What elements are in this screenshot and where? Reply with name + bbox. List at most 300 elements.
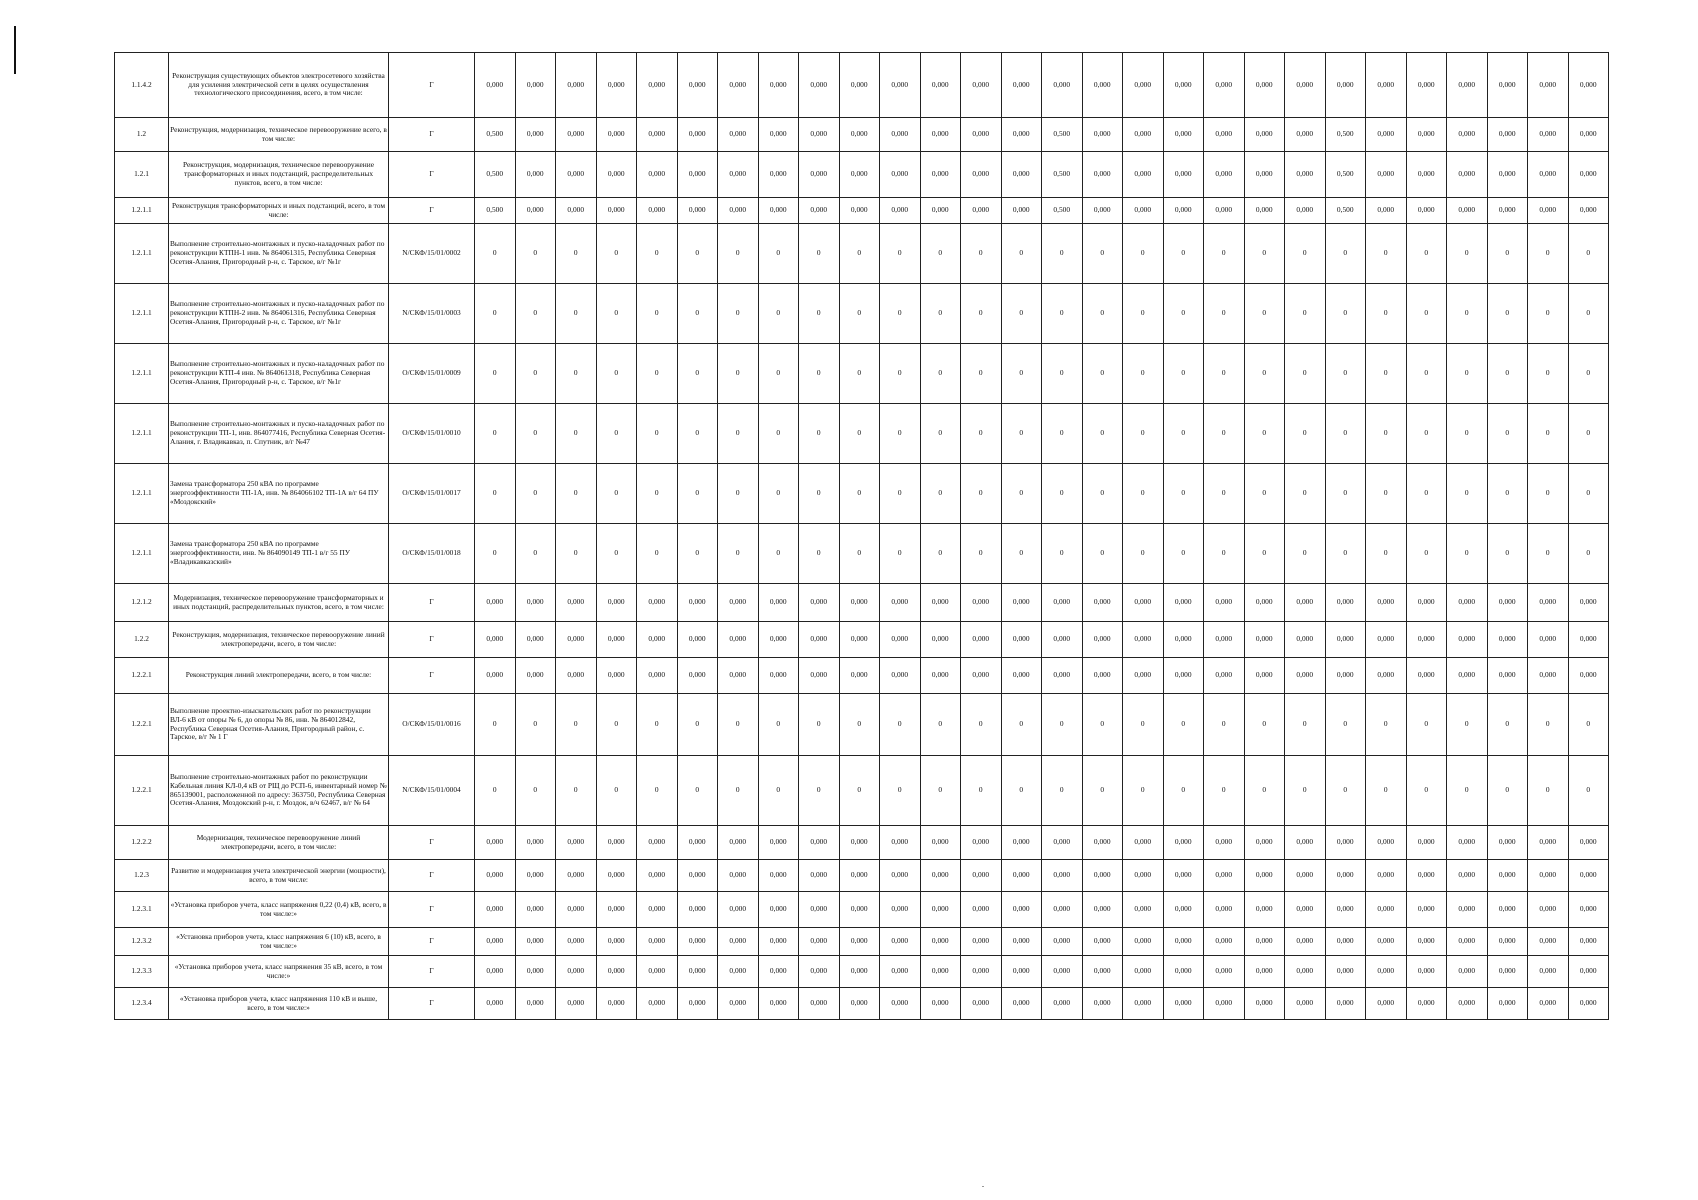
value-cell: 0,000 [1285,584,1326,622]
value-cell: 0 [1285,464,1326,524]
value-cell: 0,000 [1123,860,1164,892]
value-cell: 0,000 [637,956,678,988]
value-cell: 0 [1528,464,1569,524]
scan-margin-mark [14,26,16,74]
value-cell: 0,000 [1285,860,1326,892]
value-cell: 0,000 [758,658,799,694]
value-cell: 0 [1447,344,1488,404]
value-cell: 0,000 [1163,622,1204,658]
value-cell: 0 [1244,224,1285,284]
table-row [115,524,1609,584]
value-cell: 0,000 [1528,956,1569,988]
value-cell: 0 [596,404,637,464]
value-cell: 0 [1447,694,1488,756]
value-cell: 0,000 [718,826,759,860]
value-cell: 0 [1528,756,1569,826]
table-row [115,956,1609,988]
value-cell: 0,000 [1406,658,1447,694]
value-cell: 0,000 [961,988,1002,1020]
value-cell: 0 [1366,344,1407,404]
value-cell: 0,000 [1285,118,1326,152]
value-cell: 0,000 [637,622,678,658]
table-row [115,224,1609,284]
value-cell: 0,000 [515,118,556,152]
value-cell: 0,000 [718,53,759,118]
value-cell: 0,000 [1447,860,1488,892]
value-cell: 0 [596,464,637,524]
value-cell: 0 [1325,524,1366,584]
value-cell: 0 [1285,694,1326,756]
value-cell: 0,000 [1366,826,1407,860]
value-cell: 0,000 [758,53,799,118]
value-cell: 0 [1285,224,1326,284]
value-cell: 0 [1325,404,1366,464]
value-cell: 0 [556,224,597,284]
value-cell: 0,000 [1285,622,1326,658]
value-cell: 0 [1204,404,1245,464]
value-cell: 0,000 [1042,956,1083,988]
row-code: 1.2.1.1 [115,224,169,284]
row-identifier: Г [389,584,475,622]
value-cell: 0,000 [1123,956,1164,988]
value-cell: 0 [839,404,880,464]
value-cell: 0,000 [1366,892,1407,928]
value-cell: 0,000 [799,622,840,658]
value-cell: 0,000 [1366,53,1407,118]
value-cell: 0 [637,344,678,404]
value-cell: 0,000 [1001,928,1042,956]
value-cell: 0,000 [799,892,840,928]
value-cell: 0,000 [1001,860,1042,892]
value-cell: 0 [556,756,597,826]
value-cell: 0,000 [515,928,556,956]
value-cell: 0 [961,344,1002,404]
value-cell: 0 [637,284,678,344]
value-cell: 0 [1325,284,1366,344]
value-cell: 0,000 [799,988,840,1020]
value-cell: 0 [1406,756,1447,826]
value-cell: 0 [758,404,799,464]
row-name: Выполнение строительно-монтажных и пуско-наладочных работ по реконструкции КТПН-1 инв. № 864061315, Республика Северная Осетия-Алания, Пригородный р-н, с. Тарское, в/г №1г [169,224,389,284]
value-cell: 0 [1325,464,1366,524]
row-name: Замена трансформатора 250 кВА по программе энергоэффективности, инв. № 864090149 ТП-1 в/г 55 ПУ «Владикавказский» [169,524,389,584]
value-cell: 0,000 [1528,198,1569,224]
value-cell: 0 [1001,756,1042,826]
row-code: 1.2.2.2 [115,826,169,860]
value-cell: 0 [1042,756,1083,826]
value-cell: 0,000 [1042,826,1083,860]
row-code: 1.2.1.2 [115,584,169,622]
value-cell: 0,000 [799,658,840,694]
value-cell: 0,000 [677,860,718,892]
row-code: 1.2.3.1 [115,892,169,928]
value-cell: 0 [758,224,799,284]
value-cell: 0 [515,224,556,284]
value-cell: 0,000 [920,53,961,118]
value-cell: 0,000 [1568,956,1609,988]
value-cell: 0 [1406,694,1447,756]
value-cell: 0,000 [1163,118,1204,152]
value-cell: 0,000 [1204,53,1245,118]
value-cell: 0,000 [1163,658,1204,694]
value-cell: 0 [1285,344,1326,404]
value-cell: 0,000 [839,53,880,118]
value-cell: 0,000 [677,988,718,1020]
value-cell: 0,000 [758,152,799,198]
value-cell: 0,000 [1528,53,1569,118]
value-cell: 0,000 [1528,860,1569,892]
value-cell: 0 [475,756,516,826]
value-cell: 0 [1487,284,1528,344]
value-cell: 0 [1568,404,1609,464]
value-cell: 0 [1123,524,1164,584]
row-identifier: N/СКФ/15/01/0003 [389,284,475,344]
value-cell: 0 [637,224,678,284]
value-cell: 0 [1406,344,1447,404]
value-cell: 0,000 [1001,53,1042,118]
value-cell: 0,000 [556,622,597,658]
value-cell: 0 [1163,224,1204,284]
row-identifier: Г [389,956,475,988]
value-cell: 0,000 [677,928,718,956]
row-identifier: Г [389,152,475,198]
value-cell: 0,000 [556,53,597,118]
value-cell: 0,000 [880,622,921,658]
value-cell: 0 [1244,524,1285,584]
value-cell: 0,000 [1123,988,1164,1020]
value-cell: 0 [1366,524,1407,584]
value-cell: 0,000 [961,53,1002,118]
value-cell: 0 [758,284,799,344]
table-row [115,464,1609,524]
value-cell: 0,000 [920,118,961,152]
value-cell: 0 [1042,344,1083,404]
value-cell: 0 [475,404,516,464]
value-cell: 0,000 [1325,988,1366,1020]
value-cell: 0 [880,344,921,404]
row-code: 1.1.4.2 [115,53,169,118]
value-cell: 0,000 [1123,53,1164,118]
value-cell: 0 [1447,224,1488,284]
value-cell: 0,000 [758,988,799,1020]
value-cell: 0,000 [718,198,759,224]
value-cell: 0,000 [596,152,637,198]
value-cell: 0 [475,524,516,584]
value-cell: 0,000 [1244,584,1285,622]
value-cell: 0,000 [1406,860,1447,892]
value-cell: 0,500 [1325,198,1366,224]
value-cell: 0,000 [961,584,1002,622]
table-row [115,928,1609,956]
value-cell: 0,000 [1366,152,1407,198]
value-cell: 0 [718,224,759,284]
value-cell: 0,000 [1042,988,1083,1020]
table-row [115,988,1609,1020]
value-cell: 0 [718,756,759,826]
value-cell: 0,000 [515,53,556,118]
row-identifier: Г [389,928,475,956]
value-cell: 0,000 [1082,53,1123,118]
row-code: 1.2.3.4 [115,988,169,1020]
scan-dot [982,1186,984,1187]
value-cell: 0,000 [1163,892,1204,928]
table-row [115,344,1609,404]
value-cell: 0,000 [1244,988,1285,1020]
value-cell: 0,000 [920,152,961,198]
value-cell: 0 [556,284,597,344]
value-cell: 0,000 [961,826,1002,860]
value-cell: 0,000 [1285,658,1326,694]
row-identifier: O/СКФ/15/01/0016 [389,694,475,756]
value-cell: 0,000 [1487,860,1528,892]
row-name: «Установка приборов учета, класс напряжения 6 (10) кВ, всего, в том числе:» [169,928,389,956]
value-cell: 0 [556,694,597,756]
value-cell: 0 [515,524,556,584]
value-cell: 0 [1487,694,1528,756]
value-cell: 0 [556,404,597,464]
value-cell: 0,000 [1204,584,1245,622]
value-cell: 0 [1042,694,1083,756]
row-code: 1.2.1.1 [115,284,169,344]
value-cell: 0,000 [718,584,759,622]
value-cell: 0,000 [637,928,678,956]
value-cell: 0 [880,404,921,464]
value-cell: 0 [677,284,718,344]
value-cell: 0,000 [596,956,637,988]
value-cell: 0 [1447,464,1488,524]
value-cell: 0,000 [961,152,1002,198]
value-cell: 0,000 [839,622,880,658]
value-cell: 0 [1001,344,1042,404]
value-cell: 0 [799,524,840,584]
value-cell: 0,000 [1123,152,1164,198]
value-cell: 0 [1123,224,1164,284]
value-cell: 0,000 [961,860,1002,892]
value-cell: 0,000 [596,928,637,956]
row-identifier: Г [389,860,475,892]
value-cell: 0,000 [1366,622,1407,658]
table-row [115,694,1609,756]
row-name: Выполнение строительно-монтажных и пуско-наладочных работ по реконструкции КТП-4 инв. № 864061318, Республика Северная Осетия-Алания, Пригородный р-н, с. Тарское, в/г №1г [169,344,389,404]
investment-program-table [114,52,1609,1020]
value-cell: 0,000 [758,622,799,658]
value-cell: 0 [1528,694,1569,756]
table-row [115,584,1609,622]
value-cell: 0,000 [961,892,1002,928]
value-cell: 0 [718,344,759,404]
value-cell: 0,000 [1244,53,1285,118]
value-cell: 0 [1487,524,1528,584]
value-cell: 0 [1204,284,1245,344]
value-cell: 0,000 [596,860,637,892]
value-cell: 0 [1244,756,1285,826]
value-cell: 0,000 [1528,826,1569,860]
value-cell: 0,000 [1325,658,1366,694]
value-cell: 0,000 [596,892,637,928]
row-identifier: Г [389,658,475,694]
value-cell: 0,000 [1366,988,1407,1020]
row-code: 1.2.2.1 [115,756,169,826]
value-cell: 0,000 [1082,860,1123,892]
value-cell: 0 [920,464,961,524]
value-cell: 0,000 [920,988,961,1020]
value-cell: 0 [799,224,840,284]
value-cell: 0,000 [1082,152,1123,198]
value-cell: 0 [596,756,637,826]
row-name: Модернизация, техническое перевооружение линий электропередачи, всего, в том числе: [169,826,389,860]
value-cell: 0 [515,464,556,524]
value-cell: 0,000 [1285,988,1326,1020]
value-cell: 0,000 [677,152,718,198]
value-cell: 0,000 [880,892,921,928]
value-cell: 0,000 [1568,988,1609,1020]
value-cell: 0 [1244,464,1285,524]
value-cell: 0,000 [1447,928,1488,956]
table-row [115,284,1609,344]
value-cell: 0,000 [839,118,880,152]
value-cell: 0 [839,464,880,524]
value-cell: 0,000 [1528,622,1569,658]
row-name: Выполнение проектно-изыскательских работ по реконструкции ВЛ-6 кВ от опоры № 6, до опоры № 86, инв. № 864012842, Республика Северная Осетия-Алания, Пригородный район, с. Тарское, в/г № 1 Г [169,694,389,756]
value-cell: 0 [839,756,880,826]
value-cell: 0 [880,694,921,756]
value-cell: 0 [677,404,718,464]
value-cell: 0 [1487,756,1528,826]
value-cell: 0 [1123,344,1164,404]
value-cell: 0,000 [1366,860,1407,892]
value-cell: 0,000 [1204,152,1245,198]
value-cell: 0 [1406,464,1447,524]
value-cell: 0 [515,756,556,826]
value-cell: 0,000 [1406,988,1447,1020]
value-cell: 0,000 [1568,826,1609,860]
value-cell: 0 [1568,344,1609,404]
value-cell: 0,000 [1042,892,1083,928]
value-cell: 0 [1285,524,1326,584]
value-cell: 0,000 [1325,860,1366,892]
value-cell: 0,000 [556,928,597,956]
value-cell: 0,000 [1568,622,1609,658]
row-code: 1.2.3.2 [115,928,169,956]
value-cell: 0,000 [961,928,1002,956]
value-cell: 0,000 [799,860,840,892]
row-identifier: N/СКФ/15/01/0004 [389,756,475,826]
value-cell: 0,000 [475,658,516,694]
value-cell: 0,000 [1528,988,1569,1020]
value-cell: 0 [1528,224,1569,284]
value-cell: 0,000 [1244,622,1285,658]
value-cell: 0,000 [515,860,556,892]
value-cell: 0,000 [718,152,759,198]
value-cell: 0,000 [1406,198,1447,224]
value-cell: 0 [1325,224,1366,284]
value-cell: 0 [1325,344,1366,404]
value-cell: 0,000 [961,956,1002,988]
row-identifier: Г [389,198,475,224]
value-cell: 0,000 [1042,53,1083,118]
value-cell: 0,000 [1001,658,1042,694]
value-cell: 0,000 [1568,53,1609,118]
value-cell: 0,000 [1568,584,1609,622]
value-cell: 0,000 [1406,892,1447,928]
value-cell: 0 [556,464,597,524]
value-cell: 0 [839,524,880,584]
value-cell: 0,000 [1204,956,1245,988]
value-cell: 0,500 [475,198,516,224]
value-cell: 0,000 [1406,622,1447,658]
value-cell: 0,000 [1447,658,1488,694]
value-cell: 0 [1204,524,1245,584]
value-cell: 0 [1163,404,1204,464]
value-cell: 0 [920,344,961,404]
row-code: 1.2.3 [115,860,169,892]
value-cell: 0,000 [1244,658,1285,694]
value-cell: 0 [1082,524,1123,584]
value-cell: 0,000 [1001,622,1042,658]
row-name: Развитие и модернизация учета электрической энергии (мощности), всего, в том числе: [169,860,389,892]
value-cell: 0,000 [1447,892,1488,928]
value-cell: 0,000 [1001,892,1042,928]
value-cell: 0 [920,694,961,756]
value-cell: 0,000 [556,118,597,152]
value-cell: 0 [677,524,718,584]
value-cell: 0,000 [1082,198,1123,224]
value-cell: 0,000 [1244,892,1285,928]
value-cell: 0,000 [920,928,961,956]
value-cell: 0,000 [1568,152,1609,198]
value-cell: 0 [1406,224,1447,284]
value-cell: 0,000 [920,198,961,224]
value-cell: 0,000 [1406,956,1447,988]
row-code: 1.2.1.1 [115,464,169,524]
value-cell: 0,000 [515,152,556,198]
value-cell: 0,000 [556,860,597,892]
value-cell: 0 [1001,524,1042,584]
row-code: 1.2.1.1 [115,344,169,404]
value-cell: 0,000 [1528,584,1569,622]
value-cell: 0,000 [1204,928,1245,956]
value-cell: 0,000 [1568,658,1609,694]
table-row [115,118,1609,152]
value-cell: 0,000 [1366,928,1407,956]
value-cell: 0,000 [839,198,880,224]
value-cell: 0,500 [475,152,516,198]
value-cell: 0 [1123,694,1164,756]
value-cell: 0,000 [758,892,799,928]
value-cell: 0,000 [1528,658,1569,694]
value-cell: 0,000 [839,892,880,928]
value-cell: 0,000 [758,584,799,622]
value-cell: 0,000 [475,892,516,928]
value-cell: 0,000 [1123,826,1164,860]
value-cell: 0,000 [556,658,597,694]
value-cell: 0,000 [637,826,678,860]
value-cell: 0 [718,404,759,464]
value-cell: 0,000 [1568,198,1609,224]
value-cell: 0 [1001,464,1042,524]
value-cell: 0 [515,284,556,344]
value-cell: 0 [596,344,637,404]
value-cell: 0 [1366,694,1407,756]
value-cell: 0,000 [920,584,961,622]
value-cell: 0,000 [1001,956,1042,988]
value-cell: 0,000 [1163,584,1204,622]
value-cell: 0 [1163,524,1204,584]
row-name: «Установка приборов учета, класс напряжения 110 кВ и выше, всего, в том числе:» [169,988,389,1020]
value-cell: 0,000 [799,584,840,622]
value-cell: 0,000 [1204,860,1245,892]
value-cell: 0,000 [1447,198,1488,224]
